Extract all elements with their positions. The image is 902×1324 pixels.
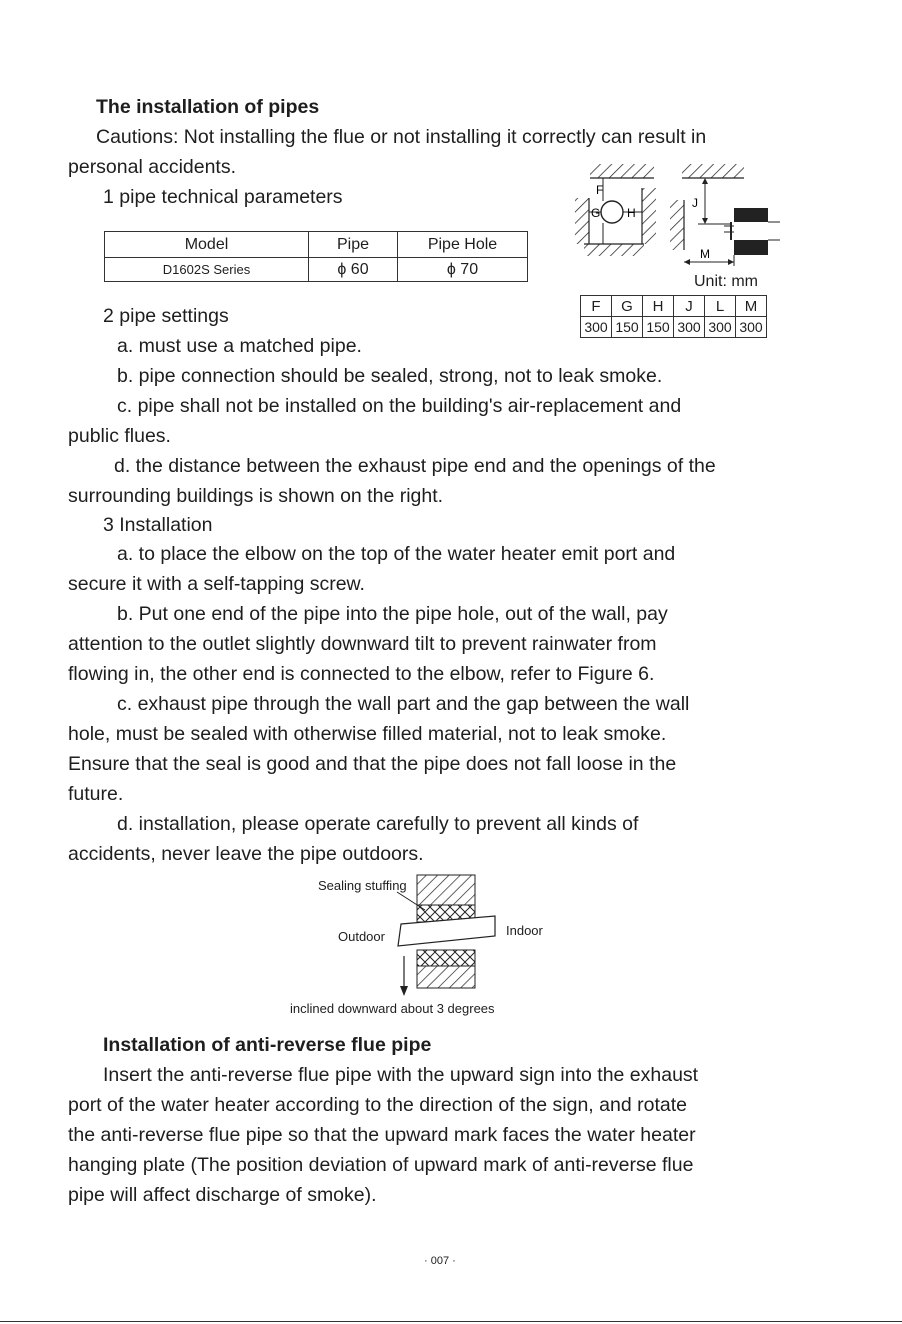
paragraph-line: b. pipe connection should be sealed, strong, not to leak smoke. (117, 365, 663, 387)
table-cell: 300 (736, 317, 767, 338)
page-bottom-rule (0, 1321, 902, 1322)
paragraph-line: port of the water heater according to the direction of the sign, and rotate (68, 1094, 687, 1116)
outdoor-label: Outdoor (338, 929, 385, 944)
paragraph-line: pipe will affect discharge of smoke). (68, 1184, 377, 1206)
paragraph-line: hanging plate (The position deviation of upward mark of anti-reverse flue (68, 1154, 694, 1176)
paragraph-line: d. the distance between the exhaust pipe end and the openings of the (114, 455, 716, 477)
label-m: M (700, 247, 710, 261)
paragraph-line: the anti-reverse flue pipe so that the upward mark faces the water heater (68, 1124, 696, 1146)
paragraph-line: hole, must be sealed with otherwise filled material, not to leak smoke. (68, 723, 667, 745)
section-title: 2 pipe settings (103, 305, 229, 327)
paragraph-line: d. installation, please operate carefully to prevent all kinds of (117, 813, 639, 835)
label-g: G (591, 206, 601, 220)
table-header: G (612, 296, 643, 317)
cautions-line: personal accidents. (68, 156, 237, 178)
paragraph-line: b. Put one end of the pipe into the pipe hole, out of the wall, pay (117, 603, 668, 625)
distance-diagram (570, 160, 790, 272)
table-header: H (643, 296, 674, 317)
table-header: Pipe (309, 232, 398, 258)
paragraph-line: surrounding buildings is shown on the right. (68, 485, 444, 507)
paragraph-line: a. must use a matched pipe. (117, 335, 362, 357)
indoor-label: Indoor (506, 923, 543, 938)
paragraph-line: Ensure that the seal is good and that the pipe does not fall loose in the (68, 753, 677, 775)
paragraph-line: c. pipe shall not be installed on the building's air-replacement and (117, 395, 682, 417)
table-cell: D1602S Series (105, 258, 309, 282)
label-h: H (627, 206, 636, 220)
label-j: J (692, 196, 698, 210)
table-cell: 300 (674, 317, 705, 338)
section-title: 3 Installation (103, 514, 213, 536)
table-cell: 150 (612, 317, 643, 338)
paragraph-line: public flues. (68, 425, 171, 447)
section-title: 1 pipe technical parameters (103, 186, 343, 208)
unit-label: Unit: mm (694, 273, 758, 290)
paragraph-line: attention to the outlet slightly downward tilt to prevent rainwater from (68, 633, 657, 655)
table-header: L (705, 296, 736, 317)
incline-label: inclined downward about 3 degrees (290, 1001, 495, 1016)
table-cell: 300 (581, 317, 612, 338)
page-number: · 007 · (424, 1255, 456, 1267)
table-cell: ϕ 70 (398, 258, 528, 282)
cautions-line: Cautions: Not installing the flue or not installing it correctly can result in (96, 126, 707, 148)
page-title: The installation of pipes (96, 96, 320, 118)
table-cell: ϕ 60 (309, 258, 398, 282)
wall-pipe-diagram (395, 872, 505, 997)
distance-table (580, 295, 767, 338)
paragraph-line: a. to place the elbow on the top of the water heater emit port and (117, 543, 676, 565)
label-f: F (596, 183, 604, 197)
sealing-label: Sealing stuffing (318, 878, 407, 893)
table-header: Pipe Hole (398, 232, 528, 258)
paragraph-line: future. (68, 783, 124, 805)
paragraph-line: secure it with a self-tapping screw. (68, 573, 365, 595)
paragraph-line: accidents, never leave the pipe outdoors. (68, 843, 424, 865)
pipe-parameter-table (104, 231, 528, 282)
table-header: J (674, 296, 705, 317)
table-header: F (581, 296, 612, 317)
paragraph-line: c. exhaust pipe through the wall part and the gap between the wall (117, 693, 690, 715)
table-cell: 300 (705, 317, 736, 338)
paragraph-line: Insert the anti-reverse flue pipe with the upward sign into the exhaust (103, 1064, 699, 1086)
table-cell: 150 (643, 317, 674, 338)
paragraph-line: flowing in, the other end is connected to the elbow, refer to Figure 6. (68, 663, 655, 685)
section-title: Installation of anti-reverse flue pipe (103, 1034, 432, 1056)
table-header: M (736, 296, 767, 317)
table-header: Model (105, 232, 309, 258)
